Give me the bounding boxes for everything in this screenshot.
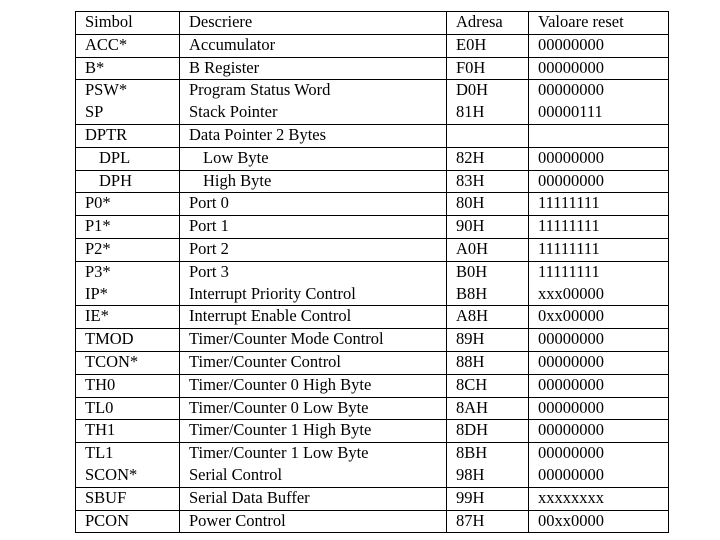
table-row	[76, 487, 669, 510]
cell-address: A8H	[447, 306, 529, 329]
table-row	[76, 351, 669, 374]
cell-symbol: SBUF	[76, 487, 180, 510]
table-row	[76, 329, 669, 352]
header-description: Descriere	[180, 12, 447, 35]
table-header-row	[76, 12, 669, 35]
cell-symbol: TL1	[76, 443, 180, 465]
cell-description: Port 2	[180, 238, 447, 261]
cell-reset: 00000000	[529, 170, 669, 193]
cell-address: D0H	[447, 80, 529, 102]
cell-address: 99H	[447, 487, 529, 510]
cell-reset	[529, 124, 669, 147]
table-row	[76, 57, 669, 80]
header-symbol: Simbol	[76, 12, 180, 35]
table-row	[76, 284, 669, 306]
cell-description: Interrupt Enable Control	[180, 306, 447, 329]
cell-reset: 00000000	[529, 351, 669, 374]
cell-description: Low Byte	[180, 147, 447, 170]
cell-description: Accumulator	[180, 34, 447, 57]
cell-symbol: P3*	[76, 261, 180, 283]
cell-reset: 00000000	[529, 57, 669, 80]
cell-address: B8H	[447, 284, 529, 306]
table-row	[76, 443, 669, 465]
cell-address: 89H	[447, 329, 529, 352]
cell-address: F0H	[447, 57, 529, 80]
cell-symbol: ACC*	[76, 34, 180, 57]
cell-description: High Byte	[180, 170, 447, 193]
cell-symbol: B*	[76, 57, 180, 80]
cell-symbol: TH1	[76, 420, 180, 443]
table-row	[76, 510, 669, 533]
table-row	[76, 216, 669, 239]
table-row	[76, 374, 669, 397]
cell-symbol: IE*	[76, 306, 180, 329]
cell-reset: 11111111	[529, 261, 669, 283]
table-row	[76, 102, 669, 124]
cell-description: Timer/Counter 0 High Byte	[180, 374, 447, 397]
cell-symbol: SCON*	[76, 465, 180, 487]
cell-symbol: DPTR	[76, 124, 180, 147]
table-row	[76, 306, 669, 329]
table-row	[76, 420, 669, 443]
table-row	[76, 261, 669, 283]
cell-address: 80H	[447, 193, 529, 216]
cell-reset: 0xx00000	[529, 306, 669, 329]
cell-description: B Register	[180, 57, 447, 80]
table-row	[76, 193, 669, 216]
table-row	[76, 170, 669, 193]
table-row	[76, 34, 669, 57]
table-row	[76, 124, 669, 147]
cell-address: 82H	[447, 147, 529, 170]
cell-address: 88H	[447, 351, 529, 374]
cell-reset: 00000000	[529, 443, 669, 465]
cell-symbol: P2*	[76, 238, 180, 261]
cell-reset: xxx00000	[529, 284, 669, 306]
cell-reset: 00000111	[529, 102, 669, 124]
cell-reset: 00000000	[529, 465, 669, 487]
cell-address: 90H	[447, 216, 529, 239]
cell-address: A0H	[447, 238, 529, 261]
cell-reset: 00000000	[529, 80, 669, 102]
cell-reset: 00000000	[529, 397, 669, 420]
cell-reset: xxxxxxxx	[529, 487, 669, 510]
cell-reset: 00000000	[529, 34, 669, 57]
cell-description: Program Status Word	[180, 80, 447, 102]
cell-symbol: P0*	[76, 193, 180, 216]
cell-reset: 00000000	[529, 329, 669, 352]
cell-reset: 11111111	[529, 216, 669, 239]
cell-address	[447, 124, 529, 147]
header-reset-value: Valoare reset	[529, 12, 669, 35]
table-row	[76, 80, 669, 102]
cell-reset: 11111111	[529, 238, 669, 261]
header-address: Adresa	[447, 12, 529, 35]
table-row	[76, 147, 669, 170]
cell-address: 8AH	[447, 397, 529, 420]
cell-symbol: DPH	[76, 170, 180, 193]
cell-reset: 00000000	[529, 374, 669, 397]
cell-description: Interrupt Priority Control	[180, 284, 447, 306]
cell-symbol: IP*	[76, 284, 180, 306]
cell-description: Power Control	[180, 510, 447, 533]
cell-symbol: PCON	[76, 510, 180, 533]
cell-address: 8CH	[447, 374, 529, 397]
cell-description: Timer/Counter Mode Control	[180, 329, 447, 352]
table-row	[76, 465, 669, 487]
cell-description: Timer/Counter 1 High Byte	[180, 420, 447, 443]
cell-address: E0H	[447, 34, 529, 57]
cell-address: B0H	[447, 261, 529, 283]
cell-description: Data Pointer 2 Bytes	[180, 124, 447, 147]
cell-address: 8DH	[447, 420, 529, 443]
table-row	[76, 397, 669, 420]
cell-symbol: DPL	[76, 147, 180, 170]
cell-description: Port 3	[180, 261, 447, 283]
cell-address: 98H	[447, 465, 529, 487]
cell-symbol: TCON*	[76, 351, 180, 374]
cell-reset: 11111111	[529, 193, 669, 216]
cell-symbol: TMOD	[76, 329, 180, 352]
cell-description: Timer/Counter Control	[180, 351, 447, 374]
cell-description: Stack Pointer	[180, 102, 447, 124]
cell-address: 8BH	[447, 443, 529, 465]
sfr-table	[75, 11, 669, 533]
cell-reset: 00000000	[529, 420, 669, 443]
table-row	[76, 238, 669, 261]
cell-description: Port 0	[180, 193, 447, 216]
cell-description: Timer/Counter 1 Low Byte	[180, 443, 447, 465]
cell-address: 81H	[447, 102, 529, 124]
cell-symbol: SP	[76, 102, 180, 124]
cell-description: Serial Control	[180, 465, 447, 487]
cell-reset: 00000000	[529, 147, 669, 170]
cell-description: Timer/Counter 0 Low Byte	[180, 397, 447, 420]
cell-description: Port 1	[180, 216, 447, 239]
cell-address: 87H	[447, 510, 529, 533]
cell-reset: 00xx0000	[529, 510, 669, 533]
cell-symbol: PSW*	[76, 80, 180, 102]
cell-symbol: TL0	[76, 397, 180, 420]
cell-symbol: P1*	[76, 216, 180, 239]
cell-description: Serial Data Buffer	[180, 487, 447, 510]
cell-address: 83H	[447, 170, 529, 193]
cell-symbol: TH0	[76, 374, 180, 397]
